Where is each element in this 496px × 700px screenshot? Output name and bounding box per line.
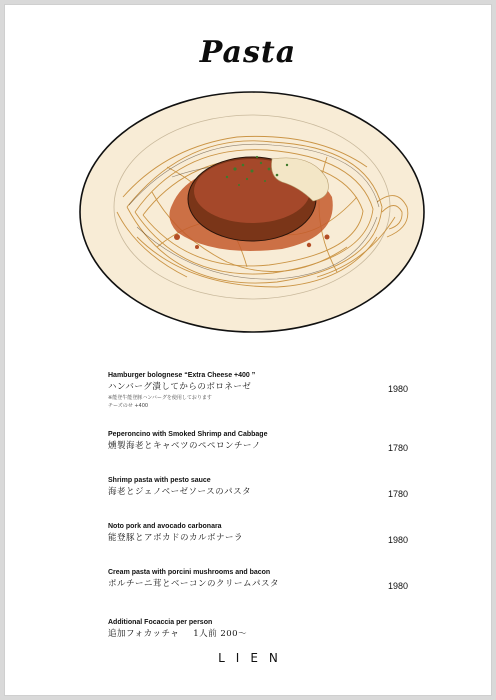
item-price: 1780: [387, 443, 408, 453]
pasta-plate-illustration: [77, 87, 427, 337]
item-name-en: Hamburger bolognese “Extra Cheese +400 ”: [108, 372, 256, 379]
extra-name-jp: 追加フォカッチャ: [108, 629, 180, 639]
item-note: ※能登牛能登豚ハンバーグを使用しております: [108, 395, 212, 401]
menu-item: [108, 521, 408, 545]
item-note: チーズのせ +400: [108, 403, 149, 409]
page-title: Pasta: [199, 35, 297, 70]
pasta-menu-list: [108, 370, 408, 610]
item-name-en: Noto pork and avocado carbonara: [108, 523, 222, 530]
extra-name-en: Additional Focaccia per person: [108, 619, 213, 626]
item-price: 1980: [387, 535, 408, 545]
item-name-jp: 海老とジェノベーゼソースのパスタ: [108, 487, 252, 497]
item-name-jp: 能登豚とアボカドのカルボナーラ: [108, 533, 244, 543]
brand-logo-text: LIEN: [218, 651, 289, 665]
extra-line-jp: [108, 628, 247, 641]
item-name-en: Cream pasta with porcini mushrooms and bacon: [108, 569, 271, 576]
item-price: 1980: [387, 581, 408, 591]
item-price: 1780: [387, 489, 408, 499]
item-price: 1980: [387, 384, 408, 394]
menu-page: [4, 4, 492, 696]
item-name-en: Shrimp pasta with pesto sauce: [108, 477, 211, 484]
item-name-en: Peperoncino with Smoked Shrimp and Cabbage: [108, 431, 268, 438]
extra-focaccia: [108, 617, 247, 641]
menu-item: [108, 370, 408, 410]
menu-item: [108, 429, 408, 453]
item-name-jp: ハンバーグ潰してからのボロネーゼ: [108, 382, 252, 392]
menu-item: [108, 475, 408, 499]
extra-detail: 1人前 200〜: [193, 629, 248, 639]
item-name-jp: ポルチーニ茸とベーコンのクリームパスタ: [108, 579, 280, 589]
item-name-jp: 燻製海老とキャベツのペペロンチーノ: [108, 441, 261, 451]
menu-item: [108, 567, 408, 591]
